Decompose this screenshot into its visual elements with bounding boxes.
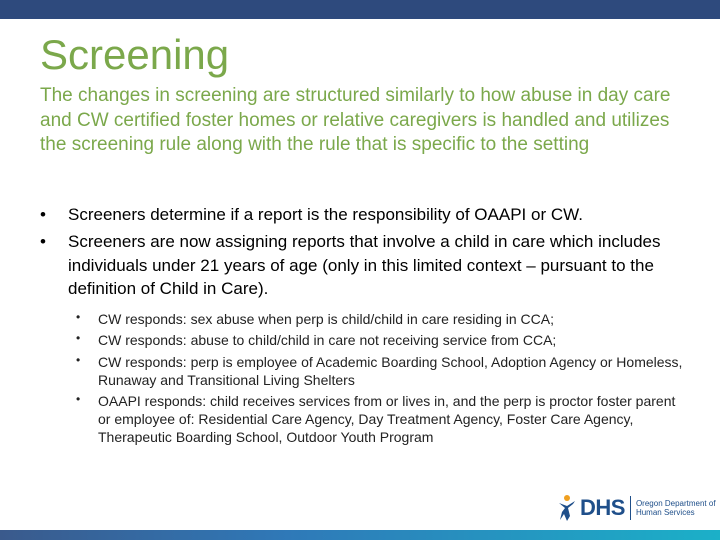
dhs-logo	[556, 494, 720, 522]
bullet-glyph: •	[76, 331, 81, 346]
logo-abbreviation: DHS	[580, 495, 625, 520]
logo-divider	[630, 496, 631, 520]
sub-bullet-text: CW responds: perp is employee of Academic Boarding School, Adoption Agency or Homeless, Runaway and Transitional Living Shelters	[98, 353, 683, 388]
logo-agency-name: Oregon Department of Human Services	[635, 498, 716, 517]
sub-bullet-list	[68, 310, 690, 446]
bullet-text: Screeners are now assigning reports that involve a child in care which includes individuals under 21 years of age (only in this limited context – pursuant to the definition of Child in Care).	[68, 232, 661, 298]
sub-bullet-item	[68, 353, 690, 389]
sub-bullet-text: CW responds: sex abuse when perp is child/child in care residing in CCA;	[98, 311, 554, 328]
bullet-glyph: •	[40, 232, 46, 252]
slide-title: Screening	[40, 31, 230, 78]
bullet-list	[40, 203, 690, 450]
sub-bullet-text: OAAPI responds: child receives services from or lives in, and the perp is proctor foster parent or employee of: Residential Care Agency, Day Treatment Agency, Foster Care Agency, Therapeutic Boarding School, Outdoor Youth Program	[98, 392, 676, 446]
intro-paragraph: The changes in screening are structured similarly to how abuse in day care and CW certified foster homes or relative caregivers is handled and utilizes the screening rule along with the rule that is specific to the setting	[40, 85, 671, 156]
sub-bullet-item	[68, 331, 690, 349]
top-banner-bar	[0, 0, 720, 19]
bottom-banner-bar	[0, 530, 720, 540]
bullet-glyph: •	[76, 391, 81, 406]
bullet-item	[40, 230, 690, 446]
bullet-glyph: •	[76, 352, 81, 367]
sub-bullet-item	[68, 392, 690, 447]
bullet-text: Screeners determine if a report is the responsibility of OAAPI or CW.	[68, 205, 583, 224]
bullet-glyph: •	[76, 310, 81, 325]
sub-bullet-item	[68, 310, 690, 328]
bullet-glyph: •	[40, 205, 46, 224]
person-figure-icon	[556, 494, 578, 522]
bullet-item	[40, 203, 690, 226]
sub-bullet-text: CW responds: abuse to child/child in care not receiving service from CCA;	[98, 332, 557, 349]
